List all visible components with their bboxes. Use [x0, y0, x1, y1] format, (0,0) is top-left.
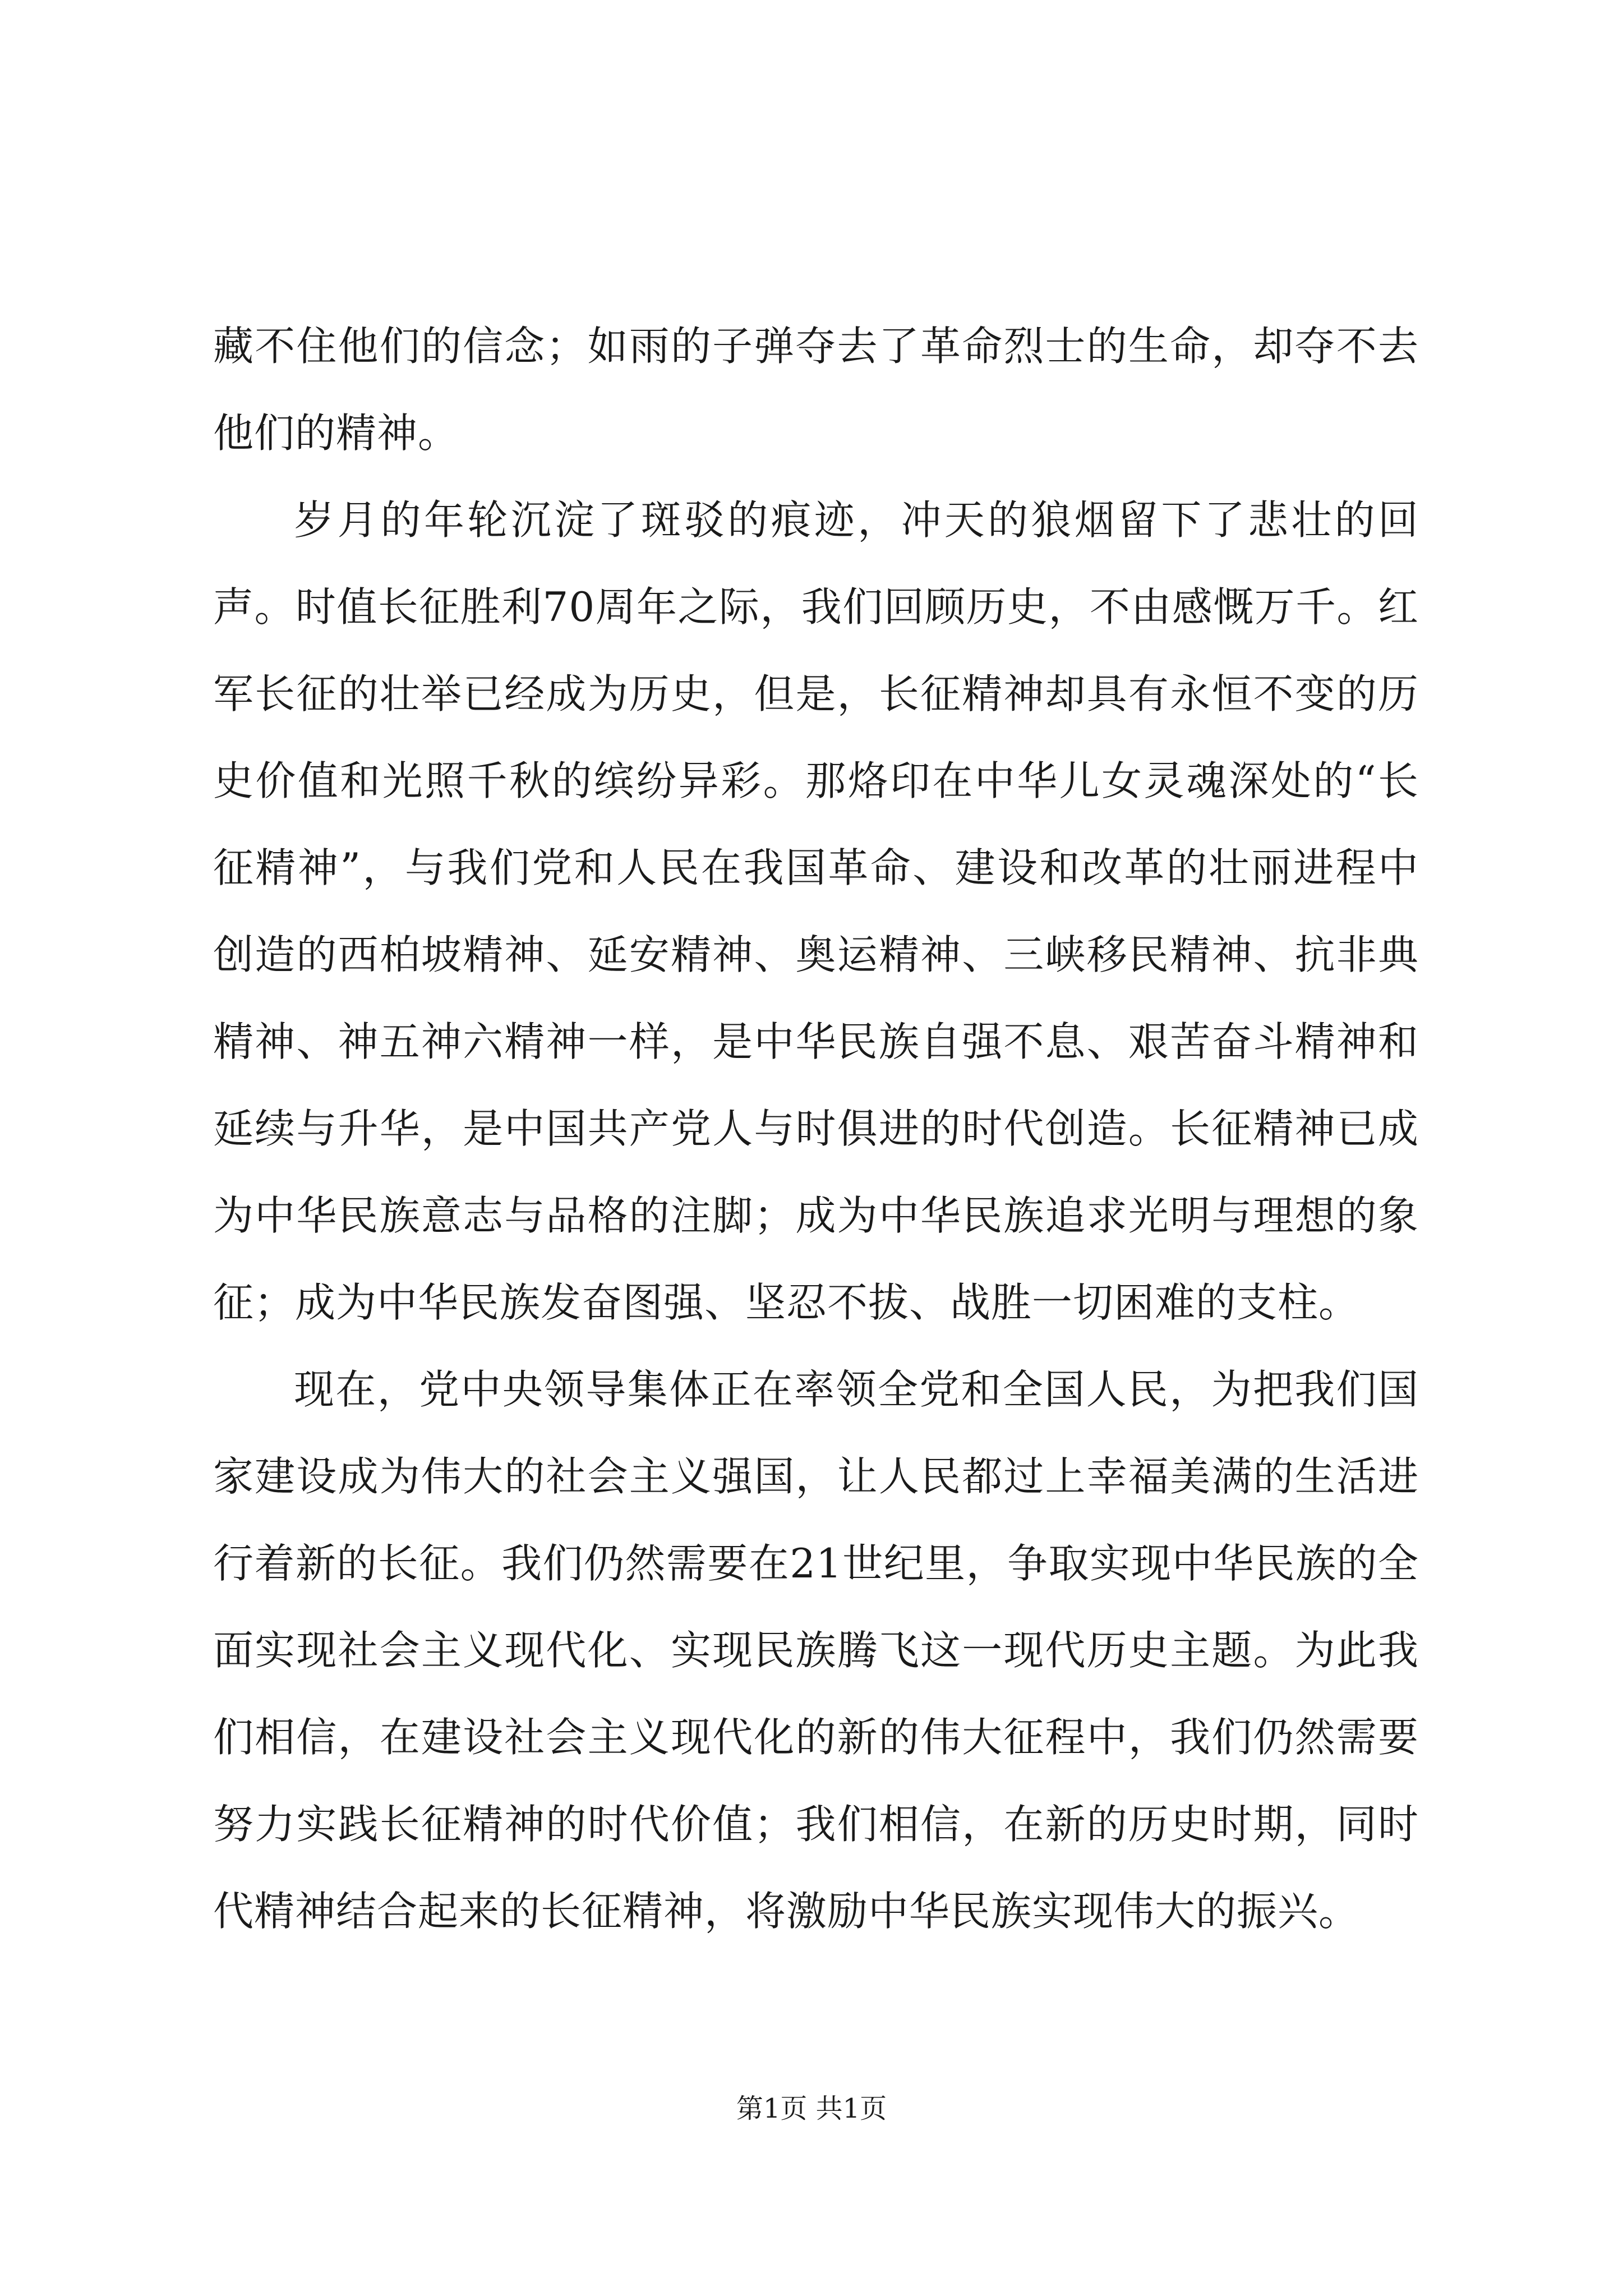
paragraph-1: 藏不住他们的信念；如雨的子弹夺去了革命烈士的生命，却夺不去他们的精神。: [213, 323, 1419, 457]
paragraph-3: 现在，党中央领导集体正在率领全党和全国人民，为把我们国家建设成为伟大的社会主义强国，让人民都过上幸福美满的生活进行着新的长征。我们仍然需要在21世纪里，争取实现中华民族的全面实现社会主义现代化、实现民族腾飞这一现代历史主题。为此我们相信，在建设社会主义现代化的新的伟大征程中，我们仍然需要努力实践长征精神的时代价值；我们相信，在新的历史时期，同时代精神结合起来的长征精神，将激励中华民族实现伟大的振兴。: [213, 1366, 1419, 1935]
page-footer: [0, 2087, 1623, 2125]
paragraph-2: 岁月的年轮沉淀了斑驳的痕迹，冲天的狼烟留下了悲壮的回声。时值长征胜利70周年之际，我们回顾历史，不由感慨万千。红军长征的壮举已经成为历史，但是，长征精神却具有永恒不变的历史价值和光照千秋的缤纷异彩。那烙印在中华儿女灵魂深处的“长征精神”，与我们党和人民在我国革命、建设和改革的壮丽进程中创造的西柏坡精神、延安精神、奥运精神、三峡移民精神、抗非典精神、神五神六精神一样，是中华民族自强不息、艰苦奋斗精神和延续与升华，是中国共产党人与时俱进的时代创造。长征精神已成为中华民族意志与品格的注脚；成为中华民族追求光明与理想的象征；成为中华民族发奋图强、坚忍不拔、战胜一切困难的支柱。: [213, 496, 1419, 1326]
document-body: [213, 303, 1419, 1955]
page-number-label: 第1页 共1页: [736, 2093, 887, 2124]
